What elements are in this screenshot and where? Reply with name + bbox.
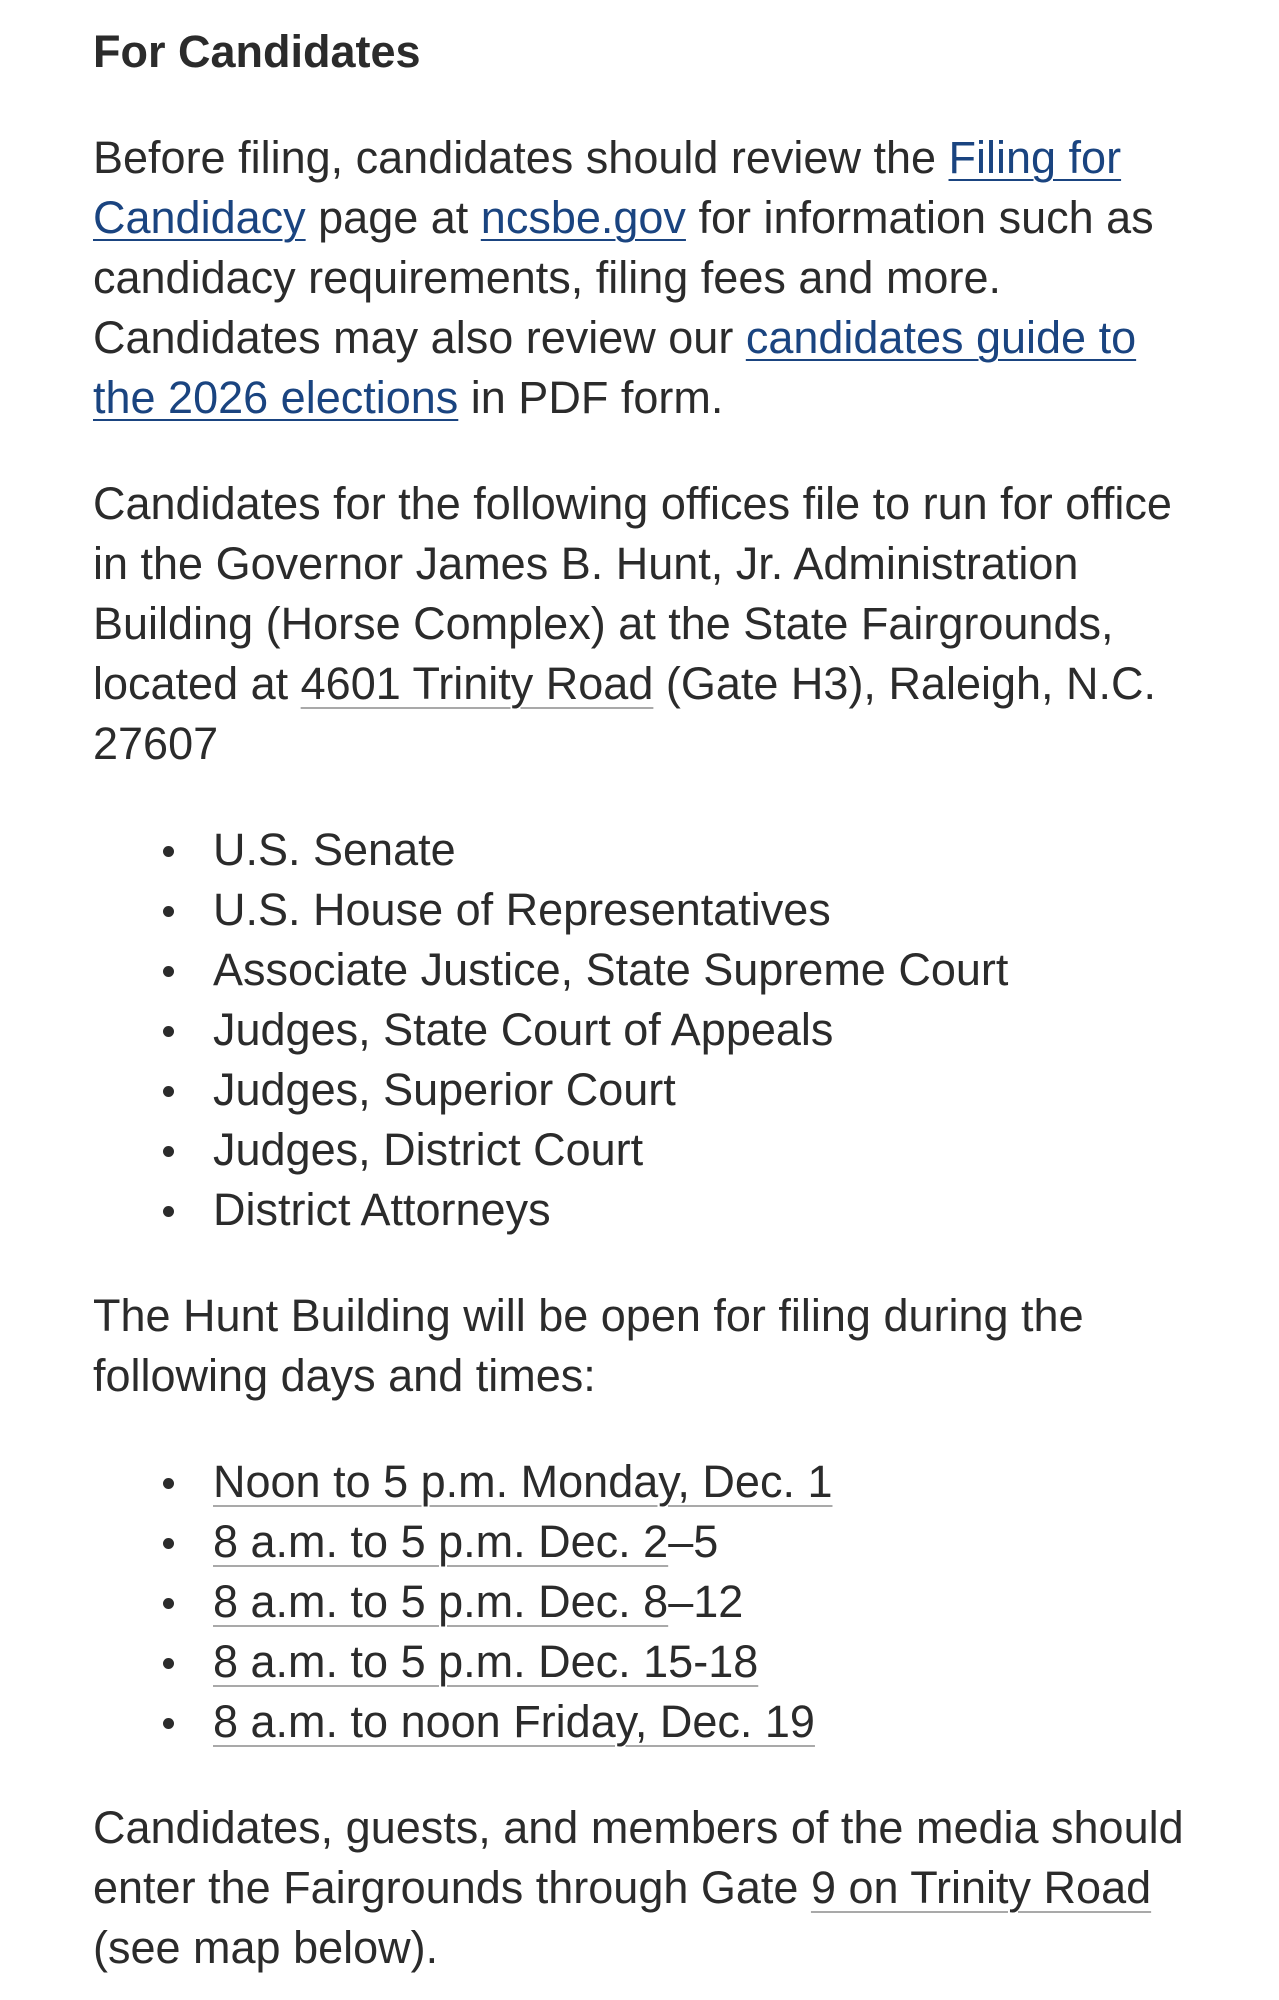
list-item: Judges, Superior Court: [213, 1060, 1203, 1120]
hours-suffix: –5: [668, 1516, 719, 1567]
hours-link[interactable]: 8 a.m. to 5 p.m. Dec. 15-18: [213, 1636, 759, 1687]
entry-text-1: Candidates, guests, and members of the media should enter the Fairgrounds through Gate: [93, 1802, 1184, 1913]
list-item: District Attorneys: [213, 1180, 1203, 1240]
intro-text-1: Before filing, candidates should review the: [93, 132, 949, 183]
location-text-1: Candidates for the following offices file to run for office in the Governor James B. Hunt, Jr. Administration Building (Horse Complex) at the State Fairgrounds, located at: [93, 478, 1172, 709]
list-item: [213, 1452, 1203, 1512]
offices-list: [93, 820, 1203, 1240]
list-item: U.S. Senate: [213, 820, 1203, 880]
ncsbe-gov-link[interactable]: ncsbe.gov: [480, 192, 686, 243]
content-column: [93, 22, 1203, 1978]
intro-text-2: page at: [305, 192, 481, 243]
hours-link[interactable]: 8 a.m. to 5 p.m. Dec. 8: [213, 1576, 669, 1627]
entry-text-2: (see map below).: [93, 1922, 439, 1973]
hours-link[interactable]: Noon to 5 p.m. Monday, Dec. 1: [213, 1456, 833, 1507]
list-item: Judges, State Court of Appeals: [213, 1000, 1203, 1060]
hours-link[interactable]: 8 a.m. to 5 p.m. Dec. 2: [213, 1516, 669, 1567]
candidates-guide-link[interactable]: candidates guide to the 2026 elections: [93, 312, 1137, 423]
list-item: Associate Justice, State Supreme Court: [213, 940, 1203, 1000]
list-item: U.S. House of Representatives: [213, 880, 1203, 940]
list-item: [213, 1572, 1203, 1632]
hours-intro: The Hunt Building will be open for filing during the following days and times:: [93, 1290, 1084, 1401]
address-link[interactable]: 4601 Trinity Road: [300, 658, 654, 709]
list-item: [213, 1512, 1203, 1572]
gate-link[interactable]: 9 on Trinity Road: [810, 1862, 1152, 1913]
intro-paragraph: [93, 128, 1203, 428]
location-text-2: (Gate H3), Raleigh, N.C. 27607: [93, 658, 1157, 769]
location-paragraph: [93, 474, 1203, 774]
list-item: [213, 1632, 1203, 1692]
hours-link[interactable]: 8 a.m. to noon Friday, Dec. 19: [213, 1696, 815, 1747]
list-item: [213, 1692, 1203, 1752]
list-item: Judges, District Court: [213, 1120, 1203, 1180]
hours-list: [93, 1452, 1203, 1752]
filing-for-candidacy-link[interactable]: Filing for Candidacy: [93, 132, 1122, 243]
hours-suffix: –12: [668, 1576, 744, 1627]
intro-text-3: for information such as candidacy requirements, filing fees and more. Candidates may also review our: [93, 192, 1154, 363]
section-heading: For Candidates: [93, 26, 421, 77]
entry-paragraph: [93, 1798, 1203, 1978]
intro-text-4: in PDF form.: [458, 372, 724, 423]
